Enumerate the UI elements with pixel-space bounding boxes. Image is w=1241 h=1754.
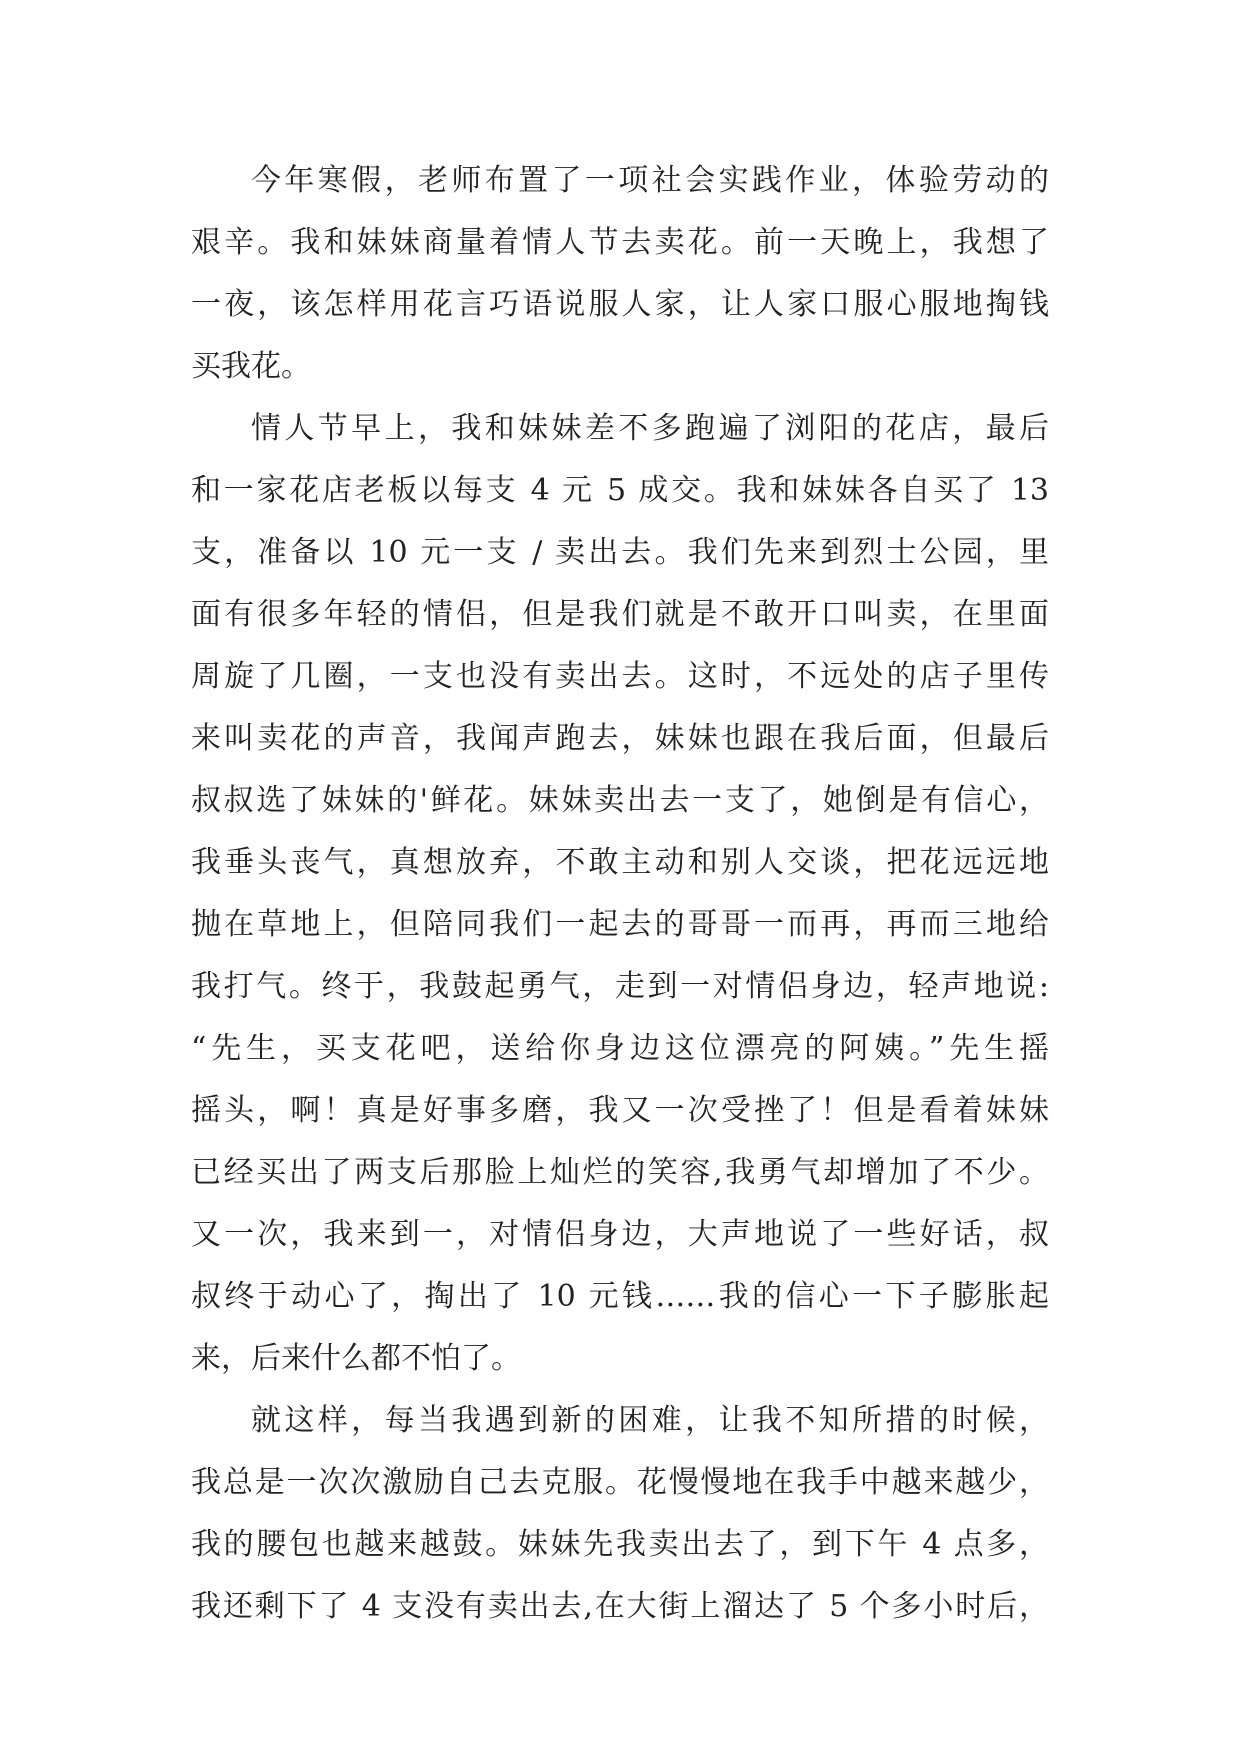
text-line: 又一次，我来到一，对情侣身边，大声地说了一些好话，叔	[191, 1217, 1049, 1252]
text-line: 一夜，该怎样用花言巧语说服人家，让人家口服心服地掏钱	[191, 287, 1049, 322]
paragraph	[191, 150, 1049, 398]
text-line: 就这样，每当我遇到新的困难，让我不知所措的时候，	[251, 1403, 1049, 1438]
text-line: 今年寒假，老师布置了一项社会实践作业，体验劳动的	[251, 163, 1049, 198]
text-line: 摇头，啊！真是好事多磨，我又一次受挫了！但是看着妹妹	[191, 1093, 1049, 1128]
text-line: 我总是一次次激励自己去克服。花慢慢地在我手中越来越少，	[191, 1465, 1049, 1500]
paragraph	[191, 1390, 1049, 1638]
text-line: 我垂头丧气，真想放弃，不敢主动和别人交谈，把花远远地	[191, 845, 1049, 880]
text-line: 情人节早上，我和妹妹差不多跑遍了浏阳的花店，最后	[251, 411, 1049, 446]
text-line: 面有很多年轻的情侣，但是我们就是不敢开口叫卖，在里面	[191, 597, 1049, 632]
text-line: 我打气。终于，我鼓起勇气，走到一对情侣身边，轻声地说:	[191, 969, 1049, 1004]
text-line: 买我花。	[191, 349, 311, 384]
text-line: 和一家花店老板以每支 4 元 5 成交。我和妹妹各自买了 13	[191, 473, 1049, 508]
document-body	[191, 150, 1049, 1638]
text-line: 叔终于动心了，掏出了 10 元钱……我的信心一下子膨胀起	[191, 1279, 1049, 1314]
text-line: 抛在草地上，但陪同我们一起去的哥哥一而再，再而三地给	[191, 907, 1049, 942]
paragraph	[191, 398, 1049, 1390]
text-line: “先生，买支花吧，送给你身边这位漂亮的阿姨。”先生摇	[191, 1031, 1049, 1066]
text-line: 我还剩下了 4 支没有卖出去,在大街上溜达了 5 个多小时后，	[191, 1589, 1049, 1624]
text-line: 已经买出了两支后那脸上灿烂的笑容,我勇气却增加了不少。	[191, 1155, 1049, 1190]
text-line: 来叫卖花的声音，我闻声跑去，妹妹也跟在我后面，但最后	[191, 721, 1049, 756]
text-line: 支，准备以 10 元一支 / 卖出去。我们先来到烈士公园，里	[191, 535, 1049, 570]
text-line: 我的腰包也越来越鼓。妹妹先我卖出去了，到下午 4 点多，	[191, 1527, 1049, 1562]
text-line: 艰辛。我和妹妹商量着情人节去卖花。前一天晚上，我想了	[191, 225, 1049, 260]
text-line: 叔叔选了妹妹的'鲜花。妹妹卖出去一支了，她倒是有信心，	[191, 783, 1049, 818]
text-line: 来，后来什么都不怕了。	[191, 1341, 521, 1376]
text-line: 周旋了几圈，一支也没有卖出去。这时，不远处的店子里传	[191, 659, 1049, 694]
